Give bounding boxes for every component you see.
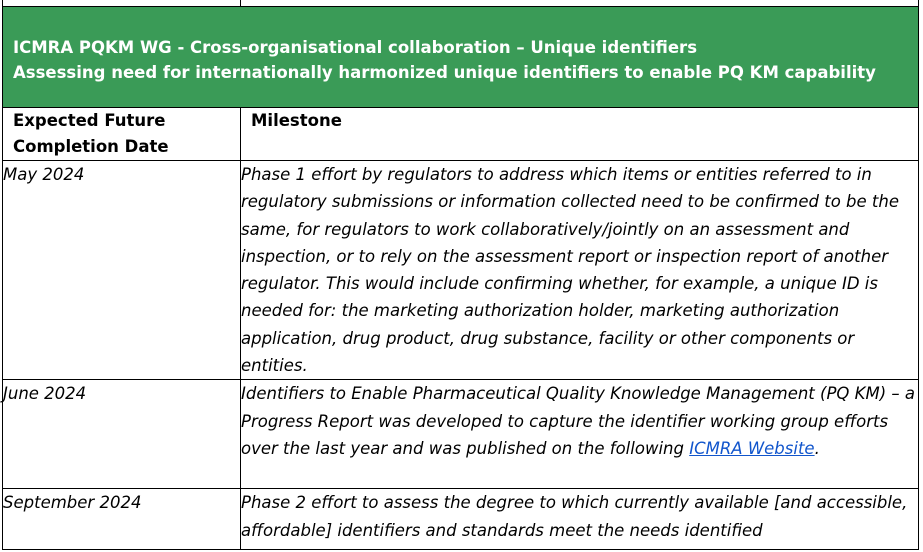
date-cell: September 2024 xyxy=(3,489,241,550)
milestone-cell: Phase 1 effort by regulators to address which items or entities referred to in regulatory submissions or information collected need to be confirmed to be the same, for regulators to work collaboratively/jointly on an assessment and inspection, or to rely on the assessment report or inspection report of another regulator. This would include confirming whether, for example, a unique ID is needed for: the marketing authorization holder, marketing authorization application, drug product, drug substance, facility or other components or entities. xyxy=(241,161,919,380)
column-header-milestone xyxy=(241,108,919,161)
milestone-text: Identifiers to Enable Pharmaceutical Quality Knowledge Management (PQ KM) – a Progress Report was developed to capture the identifier working group efforts over the last year and was published on the following xyxy=(241,384,915,458)
column-header-date-label: Expected Future Completion Date xyxy=(13,111,169,156)
table-header-row xyxy=(3,7,919,108)
date-cell: May 2024 xyxy=(3,161,241,380)
column-header-row xyxy=(3,108,919,161)
milestone-text-end: . xyxy=(814,438,820,458)
column-header-date xyxy=(3,108,241,161)
table-row xyxy=(3,380,919,489)
table-subtitle: Assessing need for internationally harmonized unique identifiers to enable PQ KM capability xyxy=(13,63,876,82)
milestone-cell xyxy=(241,380,919,489)
column-header-milestone-label: Milestone xyxy=(251,111,342,130)
table-title-cell xyxy=(3,7,919,108)
icmra-website-link[interactable]: ICMRA Website xyxy=(689,438,815,458)
table-row xyxy=(3,161,919,380)
milestone-table xyxy=(2,0,919,550)
date-cell: June 2024 xyxy=(3,380,241,489)
table-title: ICMRA PQKM WG - Cross-organisational collaboration – Unique identifiers xyxy=(13,38,698,57)
table-row xyxy=(3,489,919,550)
milestone-cell: Phase 2 effort to assess the degree to which currently available [and accessible, affordable] identifiers and standards meet the needs identified xyxy=(241,489,919,550)
